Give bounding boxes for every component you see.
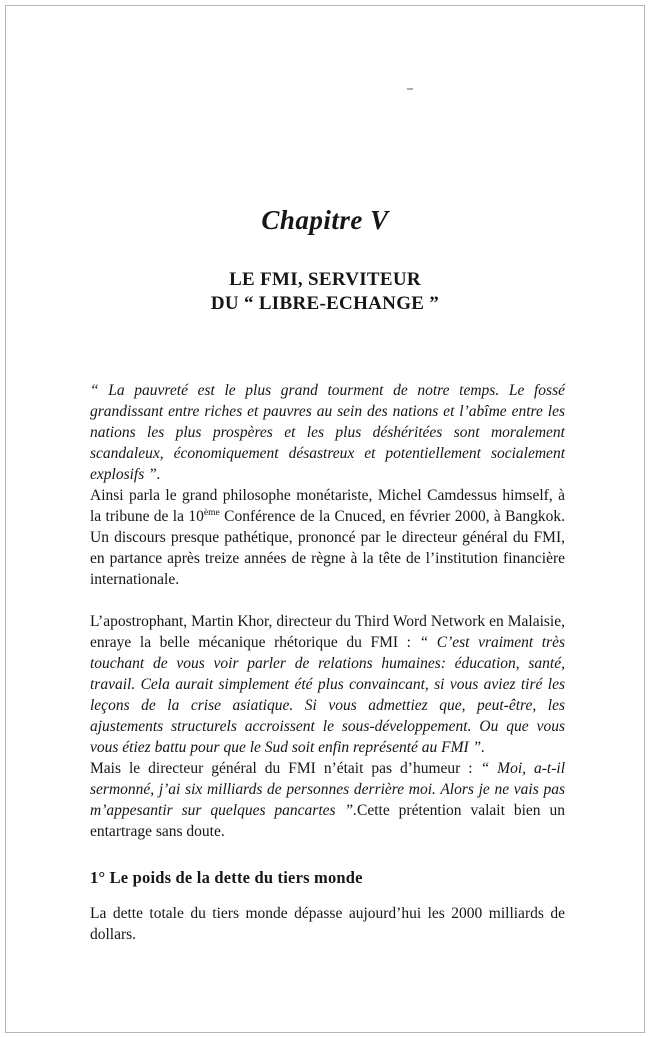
paragraph-1 (90, 380, 565, 485)
quote-segment: “ La pauvreté est le plus grand tourment de notre temps. Le fossé grandissant entre riches et pauvres au sein des nations et l’abîme entre les nations les plus prospères et les plus déshéritées sont moralement scandaleux, économiquement désastreux et potentiellement socialement explosifs ”. (90, 381, 565, 483)
text-segment: Cette prétention valait bien un entartrage sans doute. (90, 801, 565, 840)
text-segment: ème (203, 506, 220, 518)
paragraph-2 (90, 485, 565, 590)
chapter-heading-line1: LE FMI, SERVITEUR (229, 269, 421, 290)
paragraph-4 (90, 758, 565, 842)
chapter-title: Chapitre V (261, 205, 389, 235)
page-body (90, 380, 565, 842)
text-segment: Mais le directeur général du FMI n’était pas d’humeur : (90, 759, 481, 777)
text-segment: Conférence de la Cnuced, en février 2000, à Bangkok. Un discours presque pathétique, prononcé par le directeur général du FMI, en partance après treize années de règne à la tête de l’institution financière internationale. (90, 507, 565, 588)
closing-paragraph: La dette totale du tiers monde dépasse aujourd’hui les 2000 milliards de dollars. (90, 904, 565, 943)
chapter-heading-line2: DU “ LIBRE-ECHANGE ” (210, 292, 440, 314)
quote-segment: “ C’est vraiment très touchant de vous voir parler de relations humaines: éducation, santé, travail. Cela aurait simplement été plus convaincant, si vous aviez tiré les leçons de la crise asiatique. Si vous admettiez que, peut-être, les ajustements structurels accroissent le sous-développement. Ou que vous vous étiez battu pour que le Sud soit enfin représenté au FMI ”. (90, 633, 566, 756)
chapter-heading (0, 268, 650, 316)
paragraph-3 (90, 611, 565, 758)
scan-artifact-speck (407, 88, 413, 90)
text-segment: Ainsi parla le grand philosophe monétariste, Michel Camdessus himself, à la tribune de la 10 (90, 486, 565, 525)
text-segment: L’apostrophant, Martin Khor, directeur du Third Word Network en Malaisie, enraye la belle mécanique rhétorique du FMI : (90, 612, 565, 651)
section-heading: 1° Le poids de la dette du tiers monde (90, 867, 363, 887)
quote-segment: “ Moi, a-t-il sermonné, j’ai six milliards de personnes derrière moi. Alors je ne vais pas m’appesantir sur quelques pancartes ”. (90, 759, 565, 819)
